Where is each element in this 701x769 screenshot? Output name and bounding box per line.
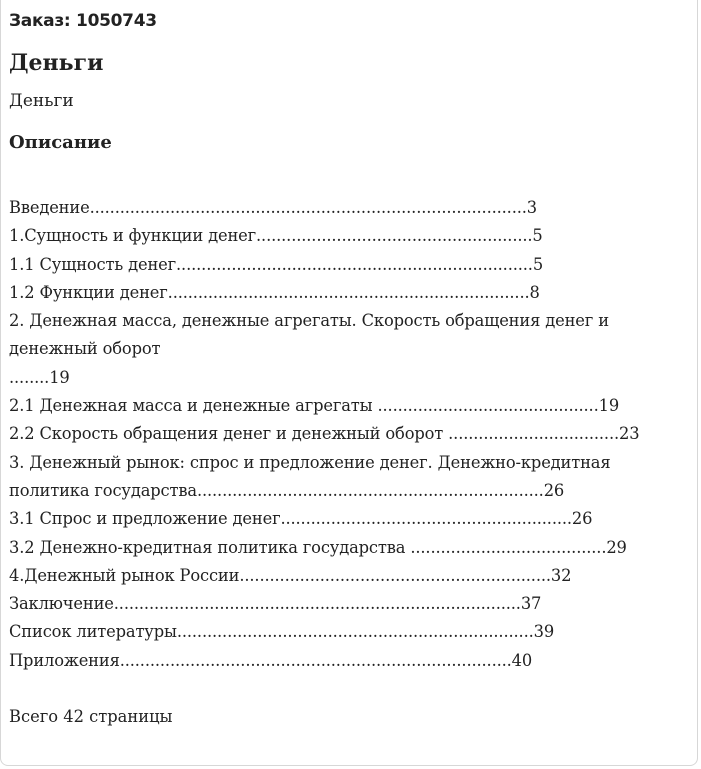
toc-line: 4.Денежный рынок России..............................................................32 bbox=[9, 565, 572, 585]
document-title: Деньги bbox=[9, 50, 104, 76]
toc-line: 2.2 Скорость обращения денег и денежный оборот ..................................23 bbox=[9, 424, 640, 444]
toc-line: 3.2 Денежно-кредитная политика государства .......................................29 bbox=[9, 537, 627, 557]
toc-line: 3. Денежный рынок: спрос и предложение денег. Денежно-кредитная bbox=[9, 452, 611, 472]
document-subtitle: Деньги bbox=[9, 91, 74, 111]
toc-line: 2. Денежная масса, денежные агрегаты. Скорость обращения денег и bbox=[9, 311, 609, 331]
toc-line: Список литературы.......................................................................39 bbox=[9, 622, 555, 642]
toc-line: ........19 bbox=[9, 367, 70, 387]
toc-line: политика государства.....................................................................26 bbox=[9, 480, 565, 500]
toc-line: 3.1 Спрос и предложение денег..........................................................26 bbox=[9, 509, 593, 529]
toc-line: 1.Сущность и функции денег.......................................................5 bbox=[9, 226, 543, 246]
table-of-contents bbox=[9, 194, 693, 675]
toc-line: Заключение.................................................................................37 bbox=[9, 594, 542, 614]
order-number: Заказ: 1050743 bbox=[9, 11, 157, 31]
total-pages: Всего 42 страницы bbox=[9, 707, 173, 726]
description-heading: Описание bbox=[9, 132, 112, 153]
toc-line: денежный оборот bbox=[9, 339, 161, 359]
toc-line: 2.1 Денежная масса и денежные агрегаты ............................................19 bbox=[9, 396, 620, 416]
toc-line: Введение.......................................................................................3 bbox=[9, 198, 537, 217]
toc-line: 1.1 Сущность денег.......................................................................5 bbox=[9, 254, 544, 274]
toc-line: 1.2 Функции денег........................................................................8 bbox=[9, 282, 540, 302]
toc-line: Приложения..............................................................................40 bbox=[9, 650, 533, 670]
